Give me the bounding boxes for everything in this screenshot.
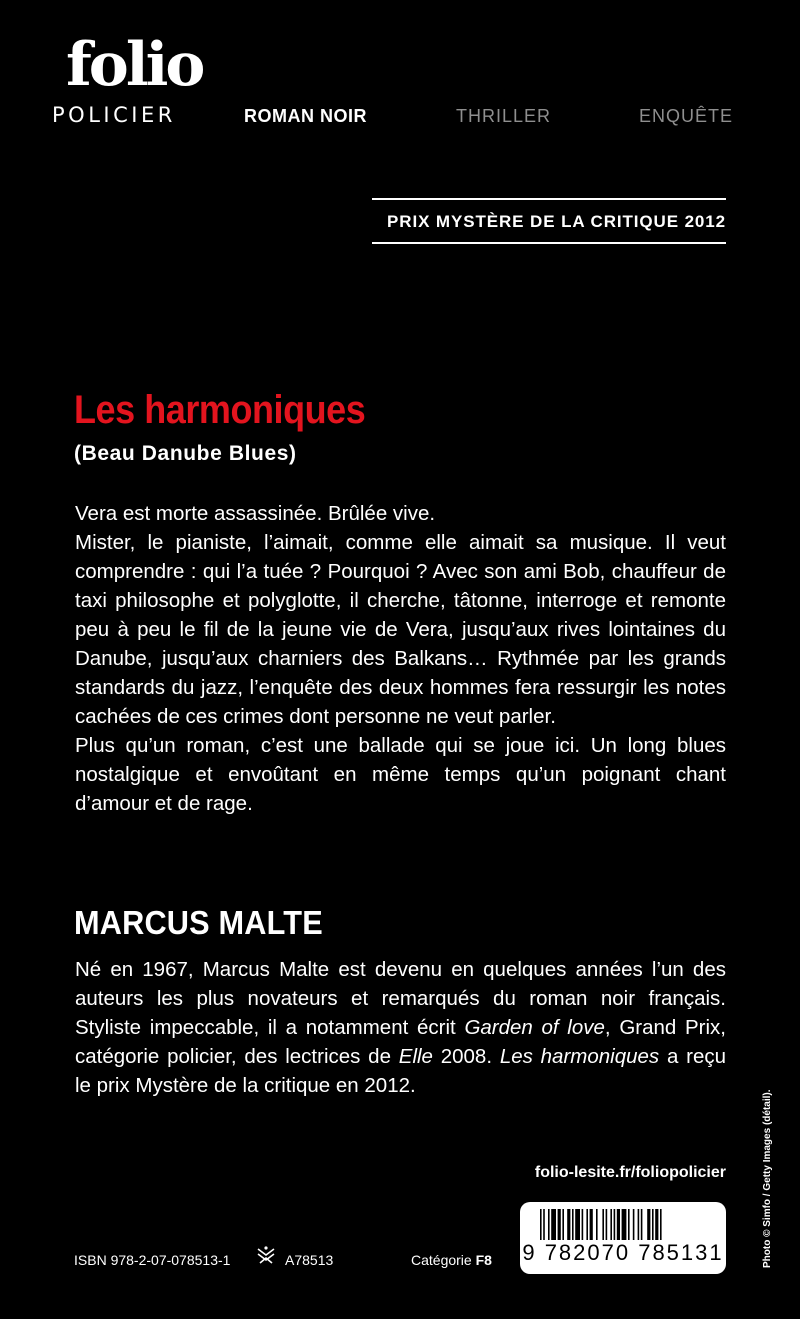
prize-top-rule [372,198,726,200]
barcode-bar [633,1209,635,1243]
summary-paragraph-3: Plus qu’un roman, c’est une ballade qui se joue ici. Un long blues nostalgique et envoûtant en même temps qu’un poignant chant d’amour et de rage. [75,734,726,815]
barcode-bar [660,1209,662,1243]
summary-paragraph-1: Vera est morte assassinée. Brûlée vive. [75,502,436,525]
barcode-bar [647,1209,650,1243]
barcode-number [520,1240,726,1266]
bio-text-2: , Grand Prix, catégorie policier, des lectrices de [75,1016,726,1068]
book-summary [75,499,726,818]
bio-text-4: a reçu le prix Mystère de la critique en 2012. [75,1045,727,1097]
barcode-bar [558,1209,561,1243]
publisher-emblem-icon [255,1245,277,1267]
summary-paragraph-2: Mister, le pianiste, l’aimait, comme elle aimait sa musique. Il veut comprendre : qui l’a tuée ? Pourquoi ? Avec son ami Bob, chauffeur de taxi philosophe et polyglotte, il cherche, tâtonne, interroge et remonte peu à peu le fil de la jeune vie de Vera, jusqu’aux rives lointaines du Danube, jusqu’aux charniers des Balkans… Rythmée par les grands standards du jazz, l’enquête des deux hommes fera ressurgir les notes cachées de ces crimes dont personne ne veut parler. [75,531,726,728]
barcode-bar [543,1209,545,1243]
website-link[interactable]: folio-lesite.fr/foliopolicier [534,1164,726,1181]
barcode-bar [586,1209,588,1243]
book-title: Les harmoniques [74,388,366,432]
barcode-bar [596,1209,598,1243]
barcode-bar [622,1209,627,1243]
genre-roman-noir: ROMAN NOIR [244,106,367,126]
barcode-bar [582,1209,584,1243]
author-bio [75,955,726,1100]
folio-logo: folio [66,30,203,100]
barcode-digits: 9 782070 785131 [522,1240,724,1265]
barcode-bar [617,1209,620,1243]
genre-thriller: THRILLER [456,106,552,126]
author-name: MARCUS MALTE [74,904,323,941]
prize-bottom-rule [372,242,726,244]
barcode-bar [641,1209,643,1243]
bio-text-1: Né en 1967, Marcus Malte est devenu en quelques années l’un des auteurs les plus novateurs et remarqués du roman noir français. Styliste impeccable, il a notamment écrit [75,958,726,1039]
barcode-bar [590,1209,593,1243]
bio-text-3: 2008. [432,1045,500,1068]
barcode-bar [606,1209,608,1243]
barcode-bar [655,1209,658,1243]
barcode-bar [572,1209,574,1243]
book-subtitle: (Beau Danube Blues) [74,442,297,465]
photo-credit: Photo © Simfo / Getty Images (détail). [762,1089,773,1268]
author-bio-paragraph [75,955,726,1100]
barcode-bar [614,1209,616,1243]
barcode-bar [610,1209,612,1243]
barcode-bar [551,1209,556,1243]
barcode-bar [652,1209,654,1243]
barcode-icon [540,1209,720,1243]
barcode-bar [638,1209,640,1243]
barcode-bar [602,1209,604,1243]
prize-label: PRIX MYSTÈRE DE LA CRITIQUE 2012 [387,212,726,231]
bio-title-elle: Elle [398,1045,433,1068]
category-label [411,1252,492,1268]
barcode-bar [628,1209,630,1243]
bio-title-les-harmoniques: Les harmoniques [499,1045,660,1068]
isbn-label: ISBN 978-2-07-078513-1 [74,1252,231,1268]
barcode-bar [562,1209,564,1243]
bio-title-garden-of-love: Garden of love [464,1016,605,1039]
barcode-bar [567,1209,570,1243]
category-text: Catégorie [411,1252,472,1268]
barcode-bar [575,1209,580,1243]
folio-policier-label: POLICIER [52,103,176,127]
barcode-bar [548,1209,550,1243]
reference-code: A78513 [285,1252,334,1268]
genre-enquete: ENQUÊTE [639,106,734,126]
category-code: F8 [475,1252,492,1268]
barcode-bar [540,1209,542,1243]
